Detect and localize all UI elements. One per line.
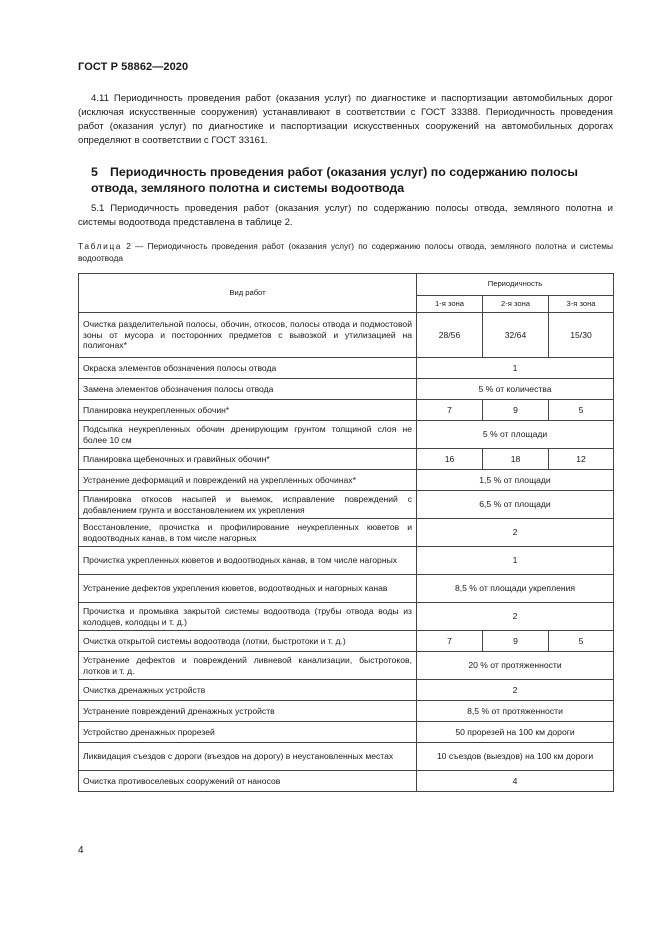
work-type-cell: Подсыпка неукрепленных обочин дренирующим грунтом толщиной слоя не более 10 см bbox=[79, 421, 417, 449]
zone-1-value-cell: 7 bbox=[417, 400, 483, 421]
document-code-header: ГОСТ Р 58862—2020 bbox=[78, 61, 189, 73]
work-type-cell: Окраска элементов обозначения полосы отвода bbox=[79, 358, 417, 379]
work-type-cell: Очистка противоселевых сооружений от наносов bbox=[79, 771, 417, 792]
work-type-cell: Замена элементов обозначения полосы отвода bbox=[79, 379, 417, 400]
table-row bbox=[79, 470, 614, 491]
header-zone-3: 3-я зона bbox=[549, 296, 614, 313]
table-row bbox=[79, 652, 614, 680]
all-zones-value-cell: 5 % от количества bbox=[417, 379, 614, 400]
zone-3-value-cell: 12 bbox=[549, 449, 614, 470]
work-type-cell: Очистка дренажных устройств bbox=[79, 680, 417, 701]
zone-3-value-cell: 5 bbox=[549, 631, 614, 652]
all-zones-value-cell: 8,5 % от протяженности bbox=[417, 701, 614, 722]
zone-2-value-cell: 18 bbox=[483, 449, 549, 470]
zone-1-value-cell: 7 bbox=[417, 631, 483, 652]
all-zones-value-cell: 6,5 % от площади bbox=[417, 491, 614, 519]
table-caption bbox=[78, 240, 613, 264]
all-zones-value-cell: 20 % от протяженности bbox=[417, 652, 614, 680]
work-type-cell: Планировка щебеночных и гравийных обочин* bbox=[79, 449, 417, 470]
table-row bbox=[79, 313, 614, 358]
table-row bbox=[79, 575, 614, 603]
section-heading bbox=[91, 164, 611, 196]
table-row bbox=[79, 379, 614, 400]
work-type-cell: Ликвидация съездов с дороги (въездов на дорогу) в неустановленных местах bbox=[79, 743, 417, 771]
table-row bbox=[79, 400, 614, 421]
all-zones-value-cell: 8,5 % от площади укрепления bbox=[417, 575, 614, 603]
work-type-cell: Устранение дефектов и повреждений ливневой канализации, быстротоков, лотков и т. д. bbox=[79, 652, 417, 680]
all-zones-value-cell: 2 bbox=[417, 680, 614, 701]
all-zones-value-cell: 4 bbox=[417, 771, 614, 792]
zone-2-value-cell: 32/64 bbox=[483, 313, 549, 358]
all-zones-value-cell: 2 bbox=[417, 519, 614, 547]
all-zones-value-cell: 10 съездов (выездов) на 100 км дороги bbox=[417, 743, 614, 771]
table-row bbox=[79, 449, 614, 470]
work-type-cell: Устройство дренажных прорезей bbox=[79, 722, 417, 743]
work-type-cell: Устранение дефектов укрепления кюветов, водоотводных и нагорных канав bbox=[79, 575, 417, 603]
paragraph-5-1-text: 5.1 Периодичность проведения работ (оказания услуг) по содержанию полосы отвода, земляного полотна и системы водоотвода представлена в таблице 2. bbox=[78, 203, 613, 228]
table-body bbox=[79, 313, 614, 792]
table-caption-text: 2 — Периодичность проведения работ (оказания услуг) по содержанию полосы отвода, земляного полотна и системы водоотвода bbox=[78, 241, 613, 263]
all-zones-value-cell: 1,5 % от площади bbox=[417, 470, 614, 491]
table-caption-label: Таблица bbox=[78, 241, 123, 251]
work-type-cell: Планировка неукрепленных обочин* bbox=[79, 400, 417, 421]
zone-2-value-cell: 9 bbox=[483, 631, 549, 652]
header-zone-1: 1-я зона bbox=[417, 296, 483, 313]
table-row bbox=[79, 547, 614, 575]
all-zones-value-cell: 1 bbox=[417, 547, 614, 575]
table-row bbox=[79, 722, 614, 743]
zone-3-value-cell: 15/30 bbox=[549, 313, 614, 358]
work-type-cell: Очистка разделительной полосы, обочин, откосов, полосы отвода и подмостовой зоны от мусора и посторонних предметов с вывозкой и утилизацией на полигонах* bbox=[79, 313, 417, 358]
work-type-cell: Прочистка и промывка закрытой системы водоотвода (трубы отвода воды из колодцев, колодцы и т. д.) bbox=[79, 603, 417, 631]
page-number: 4 bbox=[78, 845, 84, 856]
section-title: Периодичность проведения работ (оказания услуг) по содержанию полосы отвода, земляного полотна и системы водоотвода bbox=[91, 165, 578, 195]
paragraph-4-11 bbox=[78, 92, 613, 148]
zone-1-value-cell: 16 bbox=[417, 449, 483, 470]
table-row bbox=[79, 680, 614, 701]
table-row bbox=[79, 743, 614, 771]
paragraph-4-11-text: 4.11 Периодичность проведения работ (оказания услуг) по диагностике и паспортизации автомобильных дорог (исключая искусственные сооружения) устанавливают в соответствии с ГОСТ 33388. Периодичность проведения работ (оказания услуг) по диагностике и паспортизации искусственных сооружений на автомобильных дорогах определяют в соответствии с ГОСТ 33161. bbox=[78, 93, 613, 146]
work-type-cell: Очистка открытой системы водоотвода (лотки, быстротоки и т. д.) bbox=[79, 631, 417, 652]
all-zones-value-cell: 2 bbox=[417, 603, 614, 631]
table-row bbox=[79, 631, 614, 652]
header-work-type: Вид работ bbox=[79, 274, 417, 313]
header-zone-2: 2-я зона bbox=[483, 296, 549, 313]
zone-3-value-cell: 5 bbox=[549, 400, 614, 421]
table-row bbox=[79, 358, 614, 379]
zone-1-value-cell: 28/56 bbox=[417, 313, 483, 358]
work-type-cell: Устранение повреждений дренажных устройств bbox=[79, 701, 417, 722]
work-type-cell: Восстановление, прочистка и профилирование неукрепленных кюветов и водоотводных канав, в том числе нагорных bbox=[79, 519, 417, 547]
section-number: 5 bbox=[91, 165, 98, 179]
table-row bbox=[79, 491, 614, 519]
table-row bbox=[79, 519, 614, 547]
header-periodicity: Периодичность bbox=[417, 274, 614, 296]
table-row bbox=[79, 701, 614, 722]
work-type-cell: Планировка откосов насыпей и выемок, исправление повреждений с добавлением грунта и восстановлением их укрепления bbox=[79, 491, 417, 519]
all-zones-value-cell: 5 % от площади bbox=[417, 421, 614, 449]
table-row bbox=[79, 603, 614, 631]
table-row bbox=[79, 421, 614, 449]
all-zones-value-cell: 50 прорезей на 100 км дороги bbox=[417, 722, 614, 743]
table-row bbox=[79, 771, 614, 792]
work-type-cell: Устранение деформаций и повреждений на укрепленных обочинах* bbox=[79, 470, 417, 491]
periodicity-table bbox=[78, 273, 614, 792]
all-zones-value-cell: 1 bbox=[417, 358, 614, 379]
paragraph-5-1 bbox=[78, 202, 613, 230]
work-type-cell: Прочистка укрепленных кюветов и водоотводных канав, в том числе нагорных bbox=[79, 547, 417, 575]
zone-2-value-cell: 9 bbox=[483, 400, 549, 421]
